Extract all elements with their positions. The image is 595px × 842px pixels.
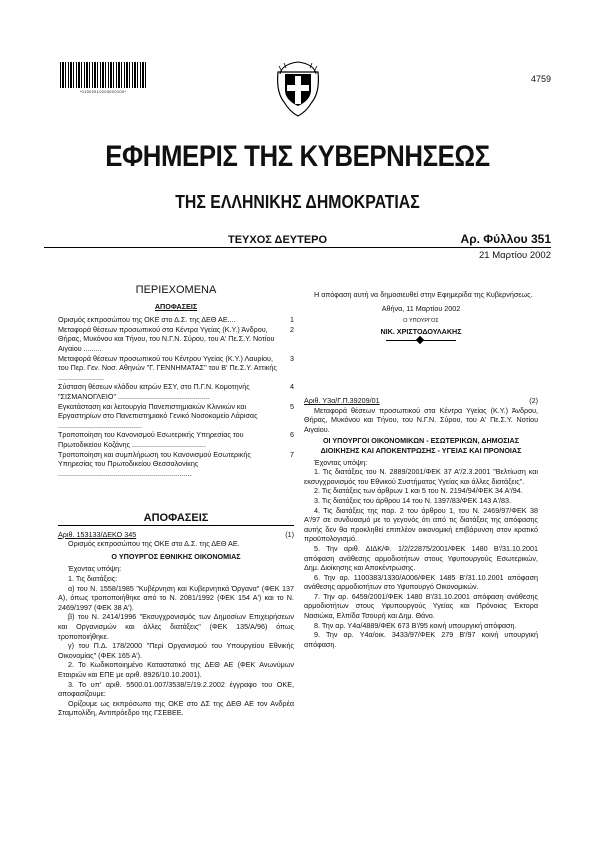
decision-1-signature <box>304 290 538 345</box>
contents-heading: ΠΕΡΙΕΧΟΜΕΝΑ <box>135 284 217 296</box>
issue-date: 21 Μαρτίου 2002 <box>479 250 551 261</box>
decision-ref: Αριθ. Υ3α/Γ.Π.39209/01 <box>304 396 380 405</box>
contents-section <box>58 286 294 478</box>
contents-item[interactable]: Τροποποίηση του Κανονισμού Εσωτερικής Υπηρεσίας του Πρωτοδικείου Κοζάνης ..................................... 6 <box>58 430 294 449</box>
contents-item[interactable]: Εγκατάσταση και λειτουργία Πανεπιστημιακών Κλινικών και Εργαστηρίων στο Πανεπιστημιακό Γενικό Νοσοκομείο Λάρισας .......................................... 5 <box>58 401 294 430</box>
signer-name: ΝΙΚ. ΧΡΙΣΤΟΔΟΥΛΑΚΗΣ <box>380 326 462 336</box>
decision-number: (2) <box>529 396 538 405</box>
paragraph: α) του Ν. 1558/1985 "Κυβέρνηση και Κυβερνητικά Όργανα" (ΦΕΚ 137 Α), όπως τροποποιήθηκε από το Ν. 2081/1992 (ΦΕΚ 154 Α') και το Ν. 2469/1997 (ΦΕΚ 38 Α'). <box>58 583 294 612</box>
ministers-heading: ΟΙ ΥΠΟΥΡΓΟΙ ΟΙΚΟΝΟΜΙΚΩΝ - ΕΣΩΤΕΡΙΚΩΝ, ΔΗΜΟΣΙΑΣ ΔΙΟΙΚΗΣΗΣ ΚΑΙ ΑΠΟΚΕΝΤΡΩΣΗΣ - ΥΓΕΙΑΣ ΚΑΙ ΠΡΟΝΟΙΑΣ <box>320 436 522 455</box>
contents-item[interactable]: Μεταφορά θέσεων προσωπικού στα Κέντρα Υγείας (Κ.Υ.) Άνδρου, Θήρας, Μυκόνου και Τήνου, του Ν.Γ.Ν. Σύρου, του Α' Πε.Σ.Υ. Νοτίου Αιγαίου ......... 2 <box>58 324 294 353</box>
ministry-heading: Ο ΥΠΟΥΡΓΟΣ ΕΘΝΙΚΗΣ ΟΙΚΟΝΟΜΙΑΣ <box>111 551 241 561</box>
paragraph: Ορίζουμε ως εκπρόσωπο της ΟΚΕ στο ΔΣ της ΔΕΘ ΑΕ τον Ανδρέα Σταμπολίδη, Αντιπρόεδρο της ΓΣΕΒΕΕ. <box>58 698 294 718</box>
paragraph: β) του Ν. 2414/1996 "Εκσυγχρονισμός των Δημοσίων Επιχειρήσεων και Οργανισμών και άλλες διατάξεις" (ΦΕΚ 135/Α/96) όπως τροποποιήθηκε. <box>58 612 294 641</box>
decisions-divider <box>58 525 294 526</box>
barcode-number: *01002510203020100* <box>79 89 127 94</box>
paragraph: 3. Το υπ' αριθ. 5500.01.007/3538/Ξ/19.2.2002 έγγραφο του ΟΚΕ, αποφασίζουμε: <box>58 679 294 699</box>
gazette-subtitle: ΤΗΣ ΕΛΛΗΝΙΚΗΣ ΔΗΜΟΚΡΑΤΙΑΣ <box>175 192 420 212</box>
paragraph: 2. Το Κωδικοποιημένο Καταστατικό της ΔΕΘ ΑΕ (ΦΕΚ Ανωνύμων Εταιριών και ΕΠΕ με αριθ. 8926/10.10.2001). <box>58 660 294 679</box>
publish-order: Η απόφαση αυτή να δημοσιευθεί στην Εφημερίδα της Κυβερνήσεως. <box>314 290 533 299</box>
paragraph: 1. Τις διατάξεις του Ν. 2889/2001/ΦΕΚ 37 Α'/2.3.2001 "Βελτίωση και εκσυγχρονισμός του Εθνικού Συστήματος Υγείας και άλλες διατάξεις". <box>304 467 538 486</box>
paragraph: 8. Την αρ. Υ4α/4889/ΦΕΚ 673 Β'/95 κοινή υπουργική απόφαση. <box>314 620 517 630</box>
paragraph: 4. Τις διατάξεις της παρ. 2 του άρθρου 1, του Ν. 2469/97/ΦΕΚ 38 Α'/97 σε συνδυασμό με το γεγονός ότι από τις διατάξεις της απόφασης αυτής δεν θα προκληθεί επιπλέον οικονομική επιβάρυνση στον κρατικό προϋπολογισμό. <box>304 505 538 544</box>
contents-item[interactable]: Ορισμός εκπροσώπου της ΟΚΕ στο Δ.Σ. της ΔΕΘ ΑΕ.... 1 <box>58 315 294 325</box>
paragraph: γ) του Π.Δ. 178/2000 "Περί Οργανισμού του Υπουργείου Εθνικής Οικονομίας" (ΦΕΚ 165 Α'). <box>58 641 294 660</box>
paragraph: 1. Τις διατάξεις: <box>68 573 118 583</box>
decision-title: Μεταφορά θέσεων προσωπικού στα Κέντρα Υγείας (Κ.Υ.) Άνδρου, Θήρας, Μυκόνου και Τήνου, του Ν.Γ.Ν. Σύρου, του Α' Πε.Σ.Υ. Νοτίου Αιγαίου. <box>304 405 538 434</box>
paragraph: 3. Τις διατάξεις του άρθρου 14 του Ν. 1397/83/ΦΕΚ 143 Α'/83. <box>314 495 511 505</box>
decision-title: Ορισμός εκπροσώπου της ΟΚΕ στο Δ.Σ. της ΔΕΘ ΑΕ. <box>68 539 240 549</box>
separator <box>386 340 456 341</box>
decision-2 <box>304 396 538 649</box>
paragraph: Έχοντας υπόψη: <box>68 564 122 574</box>
contents-item[interactable]: Σύσταση θέσεων κλάδου ιατρών ΕΣΥ, στο Π.Γ.Ν. Κομοτηνής "ΣΙΣΜΑΝΟΓΛΕΙΟ" .............................................. 4 <box>58 382 294 401</box>
place-date: Αθήνα, 11 Μαρτίου 2002 <box>381 303 461 313</box>
signer-title: Ο ΥΠΟΥΡΓΟΣ <box>403 318 439 325</box>
paragraph: 6. Την αρ. 1100383/1330/Α006/ΦΕΚ 1485 Β'/31.10.2001 απόφαση ανάθεσης αρμοδιοτήτων στο Υφυπουργό Οικονομικών. <box>304 572 538 592</box>
paragraph: 2. Τις διατάξεις των άρθρων 1 και 5 του Ν. 2194/94/ΦΕΚ 34 Α'/94. <box>314 486 523 496</box>
paragraph: 5. Την αριθ. ΔΙΔΚ/Φ. 1/2/22875/2001/ΦΕΚ 1480 Β'/31.10.2001 απόφαση ανάθεσης αρμοδιοτήτων στους Υφυπουργούς Εσωτερικών, Δημ. Διοίκησης και Αποκέντρωσης. <box>304 543 538 573</box>
header-divider <box>44 247 551 248</box>
decision-1 <box>58 514 294 718</box>
decision-number: (1) <box>285 529 294 539</box>
gazette-title: ΕΦΗΜΕΡΙΣ ΤΗΣ ΚΥΒΕΡΝΗΣΕΩΣ <box>105 140 490 173</box>
contents-list <box>58 315 294 478</box>
decision-ref: Αριθ. 153133/ΔΕΚΟ 345 <box>58 529 137 539</box>
paragraph: Έχοντας υπόψη: <box>314 457 368 467</box>
paragraph: 7. Την αρ. 6459/2001/ΦΕΚ 1480 Β'/31.10.2001 απόφαση ανάθεσης αρμοδιοτήτων στους Υφυπουργούς Υγείας και Πρόνοιας Έκτορα Νασιώκα, Ελπίδα Τσουρή και Δημ. Θάνο. <box>304 591 538 621</box>
barcode <box>60 62 146 88</box>
paragraph: 9. Την αρ. Υ4α/οικ. 3433/97/ΦΕΚ 279 Β'/97 κοινή υπουργική απόφαση. <box>304 630 538 649</box>
issue-label: ΤΕΥΧΟΣ ΔΕΥΤΕΡΟ <box>228 234 328 246</box>
contents-item[interactable]: Μεταφορά θέσεων προσωπικού του Κέντρου Υγείας (Κ.Υ.) Λαυρίου, του Περ. Γεν. Νοσ. Αθηνών "Γ. ΓΕΝΝΗΜΑΤΑΣ" του Β' Πε.Σ.Υ. Αττικής ....................... 3 <box>58 353 294 382</box>
decisions-heading: ΑΠΟΦΑΣΕΙΣ <box>143 512 209 524</box>
sheet-number: Αρ. Φύλλου 351 <box>460 232 551 246</box>
greek-coat-of-arms-icon <box>276 60 320 118</box>
contents-item[interactable]: Τροποποίηση και συμπλήρωση του Κανονισμού Εσωτερικής Υπηρεσίας του Πρωτοδικείου Θεσσαλονίκης ................................................................... 7 <box>58 449 294 478</box>
contents-section-label: ΑΠΟΦΑΣΕΙΣ <box>154 301 198 311</box>
page-number: 4759 <box>530 74 551 84</box>
